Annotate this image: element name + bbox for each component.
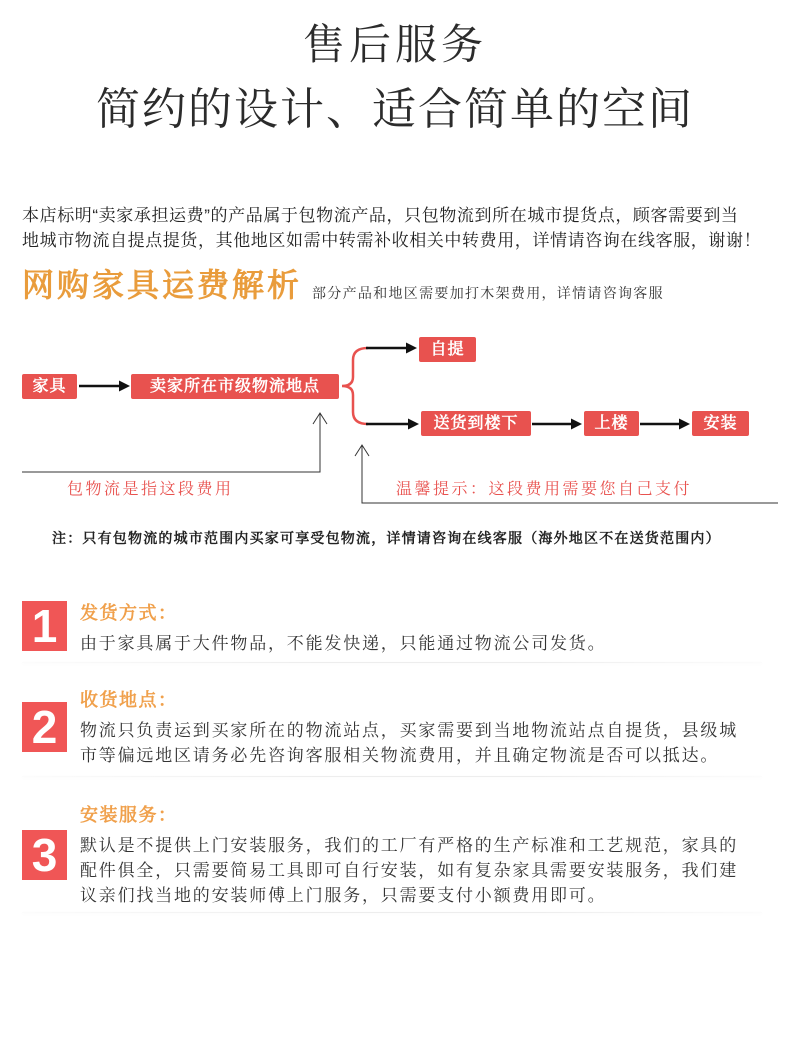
section-text-line: 默认是不提供上门安装服务，我们的工厂有严格的生产标准和工艺规范，家具的 [80, 836, 738, 855]
page-subtitle: 简约的设计、适合简单的空间 [96, 85, 694, 134]
arrow-furniture-to-seller [79, 381, 130, 392]
section-title-shipping-method: 发货方式： [80, 603, 178, 623]
shipping-analysis-heading: 网购家具运费解析 [22, 267, 303, 303]
intro-line: 本店标明“卖家承担运费”的产品属于包物流产品，只包物流到所在城市提货点，顾客需要到当 [22, 206, 739, 225]
customer-pays-note: 温馨提示：这段费用需要您自己支付 [396, 481, 693, 498]
section-number-badge: 3 [22, 830, 67, 880]
branch-brace [342, 348, 368, 424]
shipping-analysis-subnote: 部分产品和地区需要加打木架费用，详情请咨询客服 [312, 285, 664, 301]
section-number-badge: 2 [22, 702, 67, 752]
section-number-badge: 1 [22, 601, 67, 651]
section-divider [22, 912, 762, 913]
arrow-to-self-pickup [366, 343, 417, 354]
section-title-pickup-location: 收货地点： [80, 690, 178, 710]
section-divider [22, 662, 762, 663]
flow-node-seller-city-logistics: 卖家所在市级物流地点 [131, 374, 339, 399]
arrow-to-install [640, 419, 690, 430]
included-cost-note: 包物流是指这段费用 [67, 481, 234, 498]
section-text-line: 市等偏远地区请务必先咨询客服相关物流费用，并且确定物流是否可以抵达。 [80, 746, 720, 765]
coverage-footnote: 注：只有包物流的城市范围内买家可享受包物流，详情请咨询在线客服（海外地区不在送货范围内） [52, 530, 721, 546]
section-text-line: 物流只负责运到买家所在的物流站点，买家需要到当地物流站点自提货，县级城 [80, 721, 738, 740]
flow-node-upstairs: 上楼 [584, 411, 639, 436]
flow-node-furniture: 家具 [22, 374, 77, 399]
arrow-to-upstairs [532, 419, 582, 430]
section-divider [22, 776, 762, 777]
flow-node-deliver-downstairs: 送货到楼下 [421, 411, 531, 436]
section-text-line: 议亲们找当地的安装师傅上门服务，只需要支付小额费用即可。 [80, 886, 607, 905]
flow-node-install: 安装 [692, 411, 749, 436]
section-title-installation-service: 安装服务： [80, 805, 178, 825]
intro-line: 地城市物流自提点提货，其他地区如需中转需补收相关中转费用，详情请咨询在线客服，谢谢！ [22, 231, 762, 250]
section-text-line: 配件俱全，只需要简易工具即可自行安装，如有复杂家具需要安装服务，我们建 [80, 861, 738, 880]
included-cost-pointer [22, 413, 327, 472]
flow-node-self-pickup: 自提 [419, 337, 476, 362]
page-title: 售后服务 [302, 21, 487, 68]
section-text-line: 由于家具属于大件物品，不能发快递，只能通过物流公司发货。 [80, 634, 607, 653]
arrow-to-deliver-downstairs [366, 419, 419, 430]
